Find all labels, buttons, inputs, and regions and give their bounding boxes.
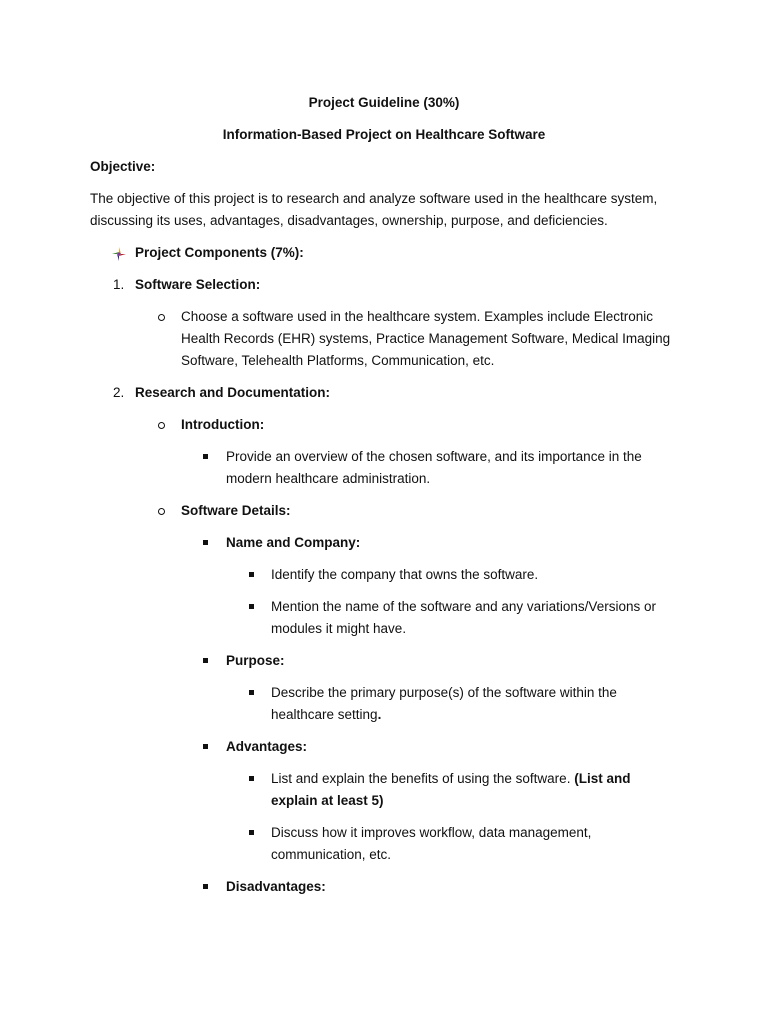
square-bullet-icon: [249, 690, 254, 695]
purpose-item-line-1: Describe the primary purpose(s) of the software within the: [271, 685, 617, 700]
purpose-item-line-2: [271, 704, 381, 726]
square-bullet-icon: [249, 604, 254, 609]
square-bullet-icon: [249, 830, 254, 835]
section-1-item-line-1: Choose a software used in the healthcare system. Examples include Electronic: [181, 309, 653, 324]
purpose-item-line-2-text: healthcare setting: [271, 707, 378, 722]
introduction-line-2: modern healthcare administration.: [226, 471, 431, 486]
document-subtitle: Information-Based Project on Healthcare Software: [222, 127, 546, 142]
four-color-diamond-bullet-icon: [112, 247, 126, 261]
section-1-item-line-3: Software, Telehealth Platforms, Communication, etc.: [181, 353, 495, 368]
square-bullet-icon: [203, 540, 208, 545]
square-bullet-icon: [203, 658, 208, 663]
purpose-item-period: .: [377, 707, 382, 722]
hollow-circle-bullet-icon: [158, 422, 165, 429]
advantages-item-1-bold-1: (List and: [574, 771, 631, 786]
advantages-item-2-line-1: Discuss how it improves workflow, data management,: [271, 825, 592, 840]
name-item-1: Identify the company that owns the software.: [271, 567, 539, 582]
name-and-company-heading: Name and Company:: [226, 535, 361, 550]
advantages-item-1-bold-2: explain at least 5): [271, 793, 384, 808]
objective-text-line-1: The objective of this project is to research and analyze software used in the healthcare system,: [90, 191, 658, 206]
advantages-item-1-text: List and explain the benefits of using the software.: [271, 771, 571, 786]
square-bullet-icon: [249, 776, 254, 781]
section-2-heading: Research and Documentation:: [135, 385, 331, 400]
section-1-heading: Software Selection:: [135, 277, 261, 292]
name-item-2-line-1: Mention the name of the software and any variations/Versions or: [271, 599, 656, 614]
advantages-heading: Advantages:: [226, 739, 308, 754]
hollow-circle-bullet-icon: [158, 314, 165, 321]
document-title: Project Guideline (30%): [308, 95, 460, 110]
advantages-item-2-line-2: communication, etc.: [271, 847, 392, 862]
section-2-number: 2.: [113, 385, 125, 400]
square-bullet-icon: [203, 454, 208, 459]
software-details-heading: Software Details:: [181, 503, 291, 518]
square-bullet-icon: [203, 884, 208, 889]
purpose-heading: Purpose:: [226, 653, 285, 668]
objective-text-line-2: discussing its uses, advantages, disadvantages, ownership, purpose, and deficiencies.: [90, 213, 608, 228]
square-bullet-icon: [203, 744, 208, 749]
components-heading: Project Components (7%):: [135, 245, 304, 260]
introduction-line-1: Provide an overview of the chosen software, and its importance in the: [226, 449, 642, 464]
disadvantages-heading: Disadvantages:: [226, 879, 326, 894]
section-1-number: 1.: [113, 277, 125, 292]
name-item-2-line-2: modules it might have.: [271, 621, 407, 636]
advantages-item-1-line-1: [271, 768, 630, 790]
objective-heading: Objective:: [90, 159, 156, 174]
hollow-circle-bullet-icon: [158, 508, 165, 515]
square-bullet-icon: [249, 572, 254, 577]
introduction-heading: Introduction:: [181, 417, 265, 432]
section-1-item-line-2: Health Records (EHR) systems, Practice Management Software, Medical Imaging: [181, 331, 671, 346]
